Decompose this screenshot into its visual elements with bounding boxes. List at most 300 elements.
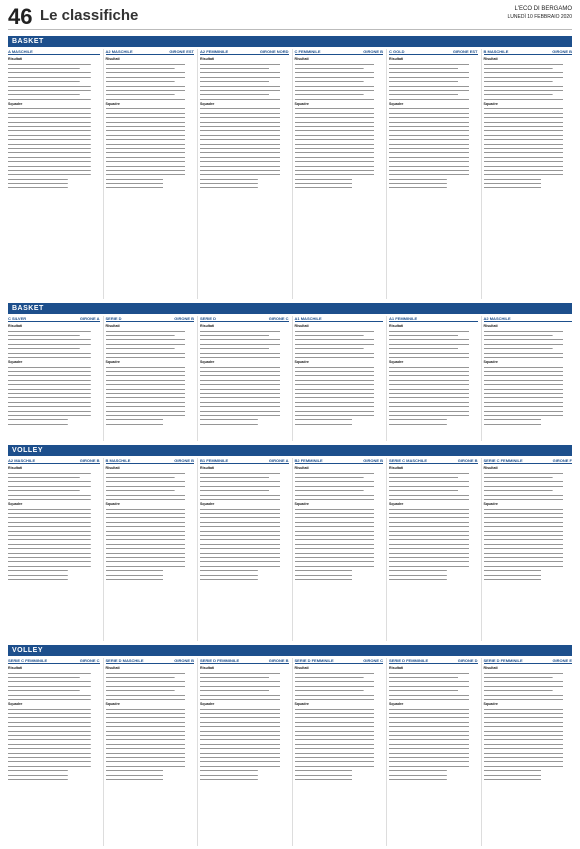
standings-row	[106, 112, 195, 115]
results-label: Risultati	[8, 666, 23, 670]
standings-row	[106, 508, 195, 511]
column-header	[106, 49, 195, 55]
result-line	[106, 676, 195, 679]
next-round-line	[389, 178, 478, 181]
standings-row	[389, 156, 478, 159]
standings-row	[295, 529, 384, 532]
result-line	[484, 338, 573, 341]
result-line	[106, 98, 195, 101]
next-round-line	[200, 769, 289, 772]
result-line	[8, 471, 100, 474]
result-line	[200, 89, 289, 92]
standings-row	[484, 534, 573, 537]
standings-row	[200, 538, 289, 541]
column-header	[200, 316, 289, 322]
next-round-line	[200, 578, 289, 581]
result-line	[484, 680, 573, 683]
result-line	[8, 338, 100, 341]
result-line	[106, 693, 195, 696]
group-name: GIRONE B	[79, 458, 100, 463]
result-line	[389, 698, 478, 701]
standings-row	[106, 565, 195, 568]
results-label: Risultati	[105, 57, 120, 61]
next-round-line	[106, 769, 195, 772]
standings-row	[389, 529, 478, 532]
standings-row	[389, 725, 478, 728]
result-line	[295, 338, 384, 341]
standings-row	[484, 765, 573, 768]
standings-row	[106, 160, 195, 163]
standings-row	[200, 414, 289, 417]
standings-row	[484, 107, 573, 110]
next-round-line	[8, 773, 100, 776]
standings-row	[8, 756, 100, 759]
result-line	[389, 351, 478, 354]
result-line	[389, 676, 478, 679]
standings-row	[200, 142, 289, 145]
next-round-line	[106, 773, 195, 776]
league-name: A2 MASCHILE	[105, 49, 133, 54]
column-header	[295, 458, 384, 464]
column-header	[200, 658, 289, 664]
standings-row	[106, 129, 195, 132]
result-line	[389, 685, 478, 688]
standings-row	[484, 134, 573, 137]
standings-label: Squadre	[294, 101, 309, 106]
next-round-line	[484, 773, 573, 776]
standings-row	[8, 366, 100, 369]
standings-row	[484, 151, 573, 154]
issue-date: LUNEDÌ 10 FEBBRAIO 2020	[507, 14, 572, 20]
standings-row	[200, 387, 289, 390]
standings-row	[8, 142, 100, 145]
result-line	[295, 71, 384, 74]
standings-row	[295, 409, 384, 412]
standings-row	[8, 551, 100, 554]
section-grid	[8, 49, 572, 299]
standings-row	[389, 747, 478, 750]
standings-row	[295, 169, 384, 172]
result-line	[200, 671, 289, 674]
standings-row	[389, 396, 478, 399]
standings-label: Squadre	[105, 702, 120, 707]
standings-row	[484, 112, 573, 115]
result-line	[484, 476, 573, 479]
standings-row	[295, 370, 384, 373]
standings-row	[389, 107, 478, 110]
standings-row	[106, 401, 195, 404]
standings-row	[8, 525, 100, 528]
standings-row	[8, 396, 100, 399]
standings-row	[295, 151, 384, 154]
standings-row	[484, 129, 573, 132]
group-name: GIRONE E	[552, 658, 572, 663]
standings-row	[106, 751, 195, 754]
section-band-basket-2: BASKET	[8, 303, 572, 314]
standings-row	[200, 747, 289, 750]
result-line	[106, 689, 195, 692]
standings-row	[389, 129, 478, 132]
column-header	[200, 49, 289, 55]
standings-column	[292, 458, 384, 641]
result-line	[8, 476, 100, 479]
standings-row	[200, 383, 289, 386]
standings-row	[389, 414, 478, 417]
result-line	[8, 493, 100, 496]
league-name: C GOLD	[389, 49, 405, 54]
standings-row	[389, 556, 478, 559]
result-line	[484, 489, 573, 492]
standings-row	[200, 138, 289, 141]
standings-row	[484, 756, 573, 759]
next-round-line	[484, 186, 573, 189]
standings-row	[8, 738, 100, 741]
league-name: SERIE D	[200, 316, 217, 321]
standings-row	[295, 164, 384, 167]
standings-row	[106, 760, 195, 763]
next-round-line	[8, 182, 100, 185]
next-round-line	[389, 773, 478, 776]
next-round-line	[106, 178, 195, 181]
standings-row	[8, 107, 100, 110]
standings-row	[295, 134, 384, 137]
standings-row	[200, 173, 289, 176]
league-name: SERIE D FEMMINILE	[483, 658, 523, 663]
standings-row	[200, 725, 289, 728]
result-line	[389, 485, 478, 488]
standings-row	[484, 374, 573, 377]
standings-row	[484, 396, 573, 399]
result-line	[295, 485, 384, 488]
group-name: GIRONE NORD	[259, 49, 289, 54]
standings-row	[200, 160, 289, 163]
result-line	[106, 680, 195, 683]
result-line	[8, 76, 100, 79]
result-line	[389, 98, 478, 101]
standings-column	[8, 658, 100, 846]
result-line	[484, 76, 573, 79]
standings-row	[200, 147, 289, 150]
standings-row	[106, 521, 195, 524]
result-line	[484, 671, 573, 674]
standings-row	[200, 107, 289, 110]
standings-row	[389, 538, 478, 541]
standings-row	[484, 387, 573, 390]
standings-row	[8, 134, 100, 137]
standings-column	[197, 458, 289, 641]
standings-label: Squadre	[483, 360, 498, 365]
standings-column	[197, 316, 289, 441]
result-line	[106, 62, 195, 65]
result-line	[106, 71, 195, 74]
standings-row	[106, 173, 195, 176]
standings-row	[295, 551, 384, 554]
column-header	[8, 658, 100, 664]
standings-row	[8, 712, 100, 715]
standings-label: Squadre	[200, 502, 215, 507]
result-line	[8, 98, 100, 101]
standings-row	[200, 169, 289, 172]
result-line	[8, 351, 100, 354]
result-line	[200, 71, 289, 74]
result-line	[8, 489, 100, 492]
standings-row	[484, 521, 573, 524]
result-line	[106, 671, 195, 674]
standings-row	[295, 508, 384, 511]
standings-row	[389, 765, 478, 768]
result-line	[200, 347, 289, 350]
standings-row	[295, 534, 384, 537]
standings-row	[106, 538, 195, 541]
results-label: Risultati	[105, 466, 120, 470]
standings-row	[106, 379, 195, 382]
result-line	[295, 334, 384, 337]
standings-row	[106, 142, 195, 145]
standings-row	[389, 125, 478, 128]
standings-row	[389, 534, 478, 537]
standings-row	[484, 729, 573, 732]
league-name: SERIE D MASCHILE	[105, 658, 144, 663]
standings-row	[200, 409, 289, 412]
standings-row	[200, 708, 289, 711]
standings-row	[389, 551, 478, 554]
standings-row	[106, 370, 195, 373]
standings-label: Squadre	[105, 101, 120, 106]
standings-column	[481, 658, 573, 846]
group-name: GIRONE B	[363, 49, 383, 54]
standings-row	[106, 125, 195, 128]
result-line	[106, 93, 195, 96]
results-label: Risultati	[8, 324, 23, 328]
result-line	[106, 685, 195, 688]
result-line	[106, 351, 195, 354]
league-name: SERIE D FEMMINILE	[294, 658, 334, 663]
standings-row	[295, 556, 384, 559]
next-round-line	[295, 418, 384, 421]
next-round-line	[106, 778, 195, 781]
result-line	[484, 693, 573, 696]
standings-row	[200, 565, 289, 568]
result-line	[200, 334, 289, 337]
result-line	[484, 498, 573, 501]
standings-row	[484, 712, 573, 715]
league-name: C SILVER	[8, 316, 27, 321]
standings-row	[8, 112, 100, 115]
standings-row	[295, 751, 384, 754]
newspaper-name: L'ECO DI BERGAMO	[514, 6, 572, 12]
standings-row	[389, 565, 478, 568]
standings-row	[200, 125, 289, 128]
standings-column	[197, 658, 289, 846]
standings-row	[8, 751, 100, 754]
result-line	[295, 343, 384, 346]
standings-row	[200, 366, 289, 369]
standings-label: Squadre	[200, 101, 215, 106]
result-line	[389, 671, 478, 674]
league-name: A MASCHILE	[8, 49, 33, 54]
standings-row	[295, 756, 384, 759]
standings-row	[8, 173, 100, 176]
standings-row	[295, 765, 384, 768]
result-line	[200, 93, 289, 96]
standings-row	[484, 716, 573, 719]
result-line	[106, 471, 195, 474]
standings-row	[8, 379, 100, 382]
standings-row	[389, 560, 478, 563]
standings-row	[200, 756, 289, 759]
result-line	[389, 62, 478, 65]
standings-row	[200, 370, 289, 373]
standings-row	[106, 556, 195, 559]
results-label: Risultati	[105, 324, 120, 328]
standings-row	[8, 129, 100, 132]
section-grid	[8, 458, 572, 641]
result-line	[389, 489, 478, 492]
standings-row	[295, 173, 384, 176]
group-name: GIRONE B	[174, 458, 194, 463]
standings-row	[389, 738, 478, 741]
next-round-line	[295, 423, 384, 426]
result-line	[389, 471, 478, 474]
standings-row	[389, 743, 478, 746]
standings-row	[200, 743, 289, 746]
standings-row	[200, 516, 289, 519]
standings-row	[8, 508, 100, 511]
results-label: Risultati	[105, 666, 120, 670]
next-round-line	[295, 573, 384, 576]
group-name: GIRONE B	[457, 458, 478, 463]
standings-row	[200, 560, 289, 563]
result-line	[295, 356, 384, 359]
results-label: Risultati	[200, 466, 215, 470]
standings-row	[200, 534, 289, 537]
standings-row	[484, 116, 573, 119]
standings-row	[295, 401, 384, 404]
next-round-line	[389, 418, 478, 421]
next-round-line	[389, 569, 478, 572]
standings-row	[484, 551, 573, 554]
result-line	[8, 698, 100, 701]
standings-row	[389, 392, 478, 395]
standings-row	[8, 529, 100, 532]
standings-label: Squadre	[294, 502, 309, 507]
next-round-line	[106, 182, 195, 185]
standings-row	[8, 512, 100, 515]
group-name: GIRONE A	[79, 316, 100, 321]
standings-row	[484, 392, 573, 395]
standings-row	[8, 516, 100, 519]
next-round-line	[295, 186, 384, 189]
standings-row	[295, 743, 384, 746]
results-label: Risultati	[483, 57, 498, 61]
results-label: Risultati	[294, 57, 309, 61]
result-line	[389, 356, 478, 359]
standings-row	[8, 116, 100, 119]
column-header	[8, 316, 100, 322]
standings-row	[389, 734, 478, 737]
result-line	[389, 476, 478, 479]
standings-column	[8, 316, 100, 441]
result-line	[484, 71, 573, 74]
standings-row	[8, 543, 100, 546]
results-label: Risultati	[294, 466, 309, 470]
standings-row	[200, 508, 289, 511]
standings-row	[389, 112, 478, 115]
result-line	[200, 689, 289, 692]
standings-row	[389, 760, 478, 763]
standings-row	[295, 712, 384, 715]
standings-row	[295, 129, 384, 132]
standings-row	[106, 512, 195, 515]
standings-row	[106, 366, 195, 369]
standings-column	[292, 316, 384, 441]
standings-row	[106, 729, 195, 732]
next-round-line	[200, 573, 289, 576]
group-name: GIRONE A	[268, 458, 289, 463]
standings-row	[295, 716, 384, 719]
standings-row	[295, 521, 384, 524]
standings-label: Squadre	[8, 502, 23, 507]
league-name: SERIE C FEMMINILE	[8, 658, 48, 663]
standings-row	[484, 738, 573, 741]
result-line	[8, 89, 100, 92]
league-name: B MASCHILE	[483, 49, 509, 54]
results-label: Risultati	[389, 324, 404, 328]
group-name: GIRONE D	[457, 658, 478, 663]
standings-row	[200, 396, 289, 399]
standings-row	[200, 129, 289, 132]
standings-column	[292, 658, 384, 846]
standings-row	[484, 747, 573, 750]
result-line	[8, 689, 100, 692]
standings-row	[8, 556, 100, 559]
standings-column	[481, 316, 573, 441]
result-line	[200, 338, 289, 341]
result-line	[106, 498, 195, 501]
result-line	[389, 347, 478, 350]
standings-row	[106, 138, 195, 141]
standings-column	[103, 316, 195, 441]
next-round-line	[8, 778, 100, 781]
result-line	[200, 698, 289, 701]
standings-row	[200, 134, 289, 137]
result-line	[389, 67, 478, 70]
standings-row	[389, 516, 478, 519]
standings-row	[8, 729, 100, 732]
result-line	[106, 356, 195, 359]
group-name: GIRONE B	[552, 49, 572, 54]
group-name: GIRONE B	[174, 658, 194, 663]
standings-row	[8, 414, 100, 417]
next-round-line	[106, 418, 195, 421]
standings-row	[200, 765, 289, 768]
standings-row	[106, 543, 195, 546]
next-round-line	[295, 778, 384, 781]
standings-row	[389, 756, 478, 759]
next-round-line	[389, 186, 478, 189]
result-line	[200, 84, 289, 87]
result-line	[389, 89, 478, 92]
standings-row	[484, 556, 573, 559]
standings-column	[386, 658, 478, 846]
result-line	[389, 71, 478, 74]
standings-column	[292, 49, 384, 299]
next-round-line	[295, 178, 384, 181]
standings-row	[389, 721, 478, 724]
page-header	[8, 4, 572, 30]
standings-column	[481, 49, 573, 299]
standings-row	[484, 560, 573, 563]
